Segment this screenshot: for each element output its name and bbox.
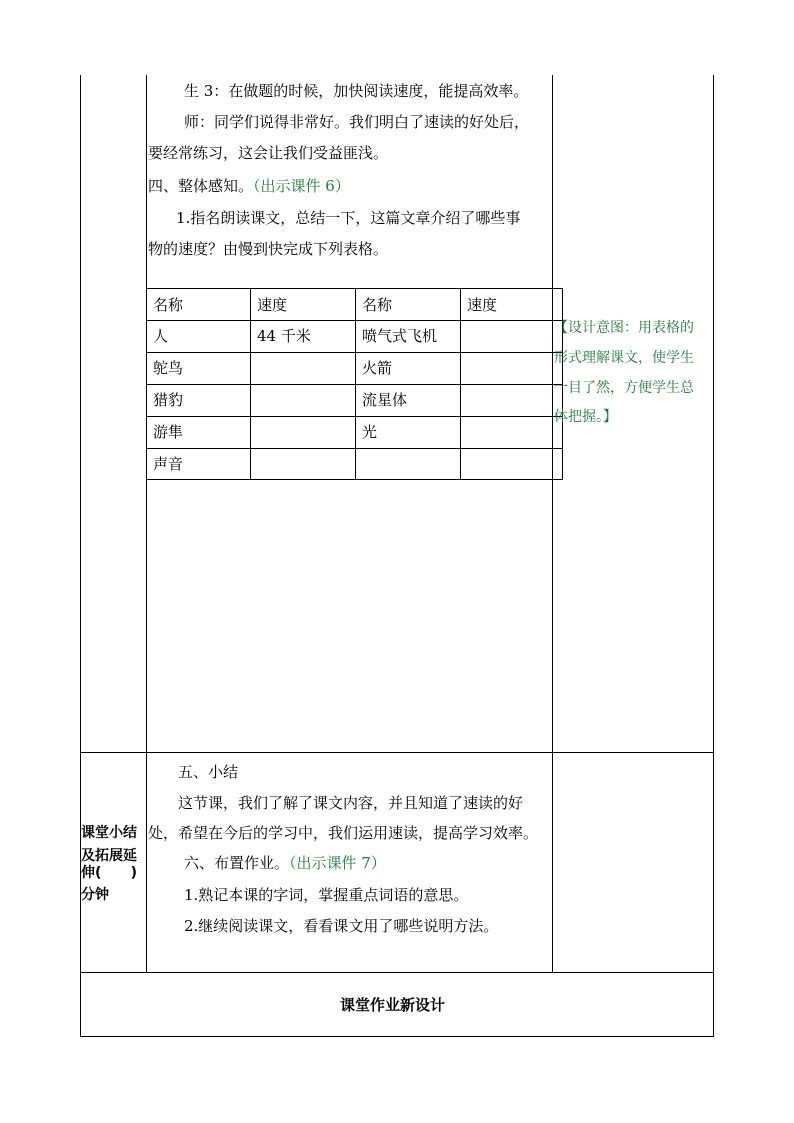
homework-item-2: 2.继续阅读课文，看看课文用了哪些说明方法。: [184, 917, 499, 935]
section-label-line: 课堂小结: [81, 825, 137, 841]
text-line-teacher: 师：同学们说得非常好。我们明白了速读的好处后，: [184, 113, 530, 131]
homework-item-1: 1.熟记本课的字词，掌握重点词语的意思。: [184, 886, 469, 904]
table-cell: 流星体: [362, 391, 408, 409]
table-header-name-1: 名称: [153, 296, 184, 314]
row-divider-2: [80, 972, 714, 973]
table-header-speed-2: 速度: [467, 296, 498, 314]
design-intent-line: 一目了然，方便学生总: [554, 380, 694, 396]
design-intent-line: 形式理解课文，使学生: [554, 350, 694, 366]
speed-table-border: [355, 288, 356, 480]
table-cell: 喷气式飞机: [362, 327, 438, 345]
text-line-student3: 生 3：在做题的时候，加快阅读速度，能提高效率。: [184, 82, 529, 100]
courseware-note-6: （出示课件 6）: [253, 177, 350, 195]
outer-border-right: [713, 75, 714, 1037]
table-cell: 猎豹: [153, 391, 184, 409]
courseware-note-7: （出示课件 7）: [289, 854, 386, 872]
footer-title: 课堂作业新设计: [340, 996, 446, 1014]
table-cell: 鸵鸟: [153, 359, 184, 377]
text-line-task1-cont: 物的速度？由慢到快完成下列表格。: [148, 240, 389, 258]
design-intent-line: 【设计意图：用表格的: [554, 320, 694, 336]
row-divider-1: [80, 752, 714, 753]
column-divider-1: [146, 75, 147, 972]
text-line-summary: 这节课，我们了解了课文内容，并且知道了速读的好: [178, 794, 524, 812]
table-cell: 人: [153, 327, 169, 345]
outer-border-bottom: [80, 1036, 714, 1037]
heading-summary: 五、小结: [178, 763, 239, 781]
column-divider-2: [552, 75, 553, 972]
speed-table-border: [460, 288, 461, 480]
heading-text: 四、整体感知。: [148, 177, 254, 195]
text-line-teacher-cont: 要经常练习，这会让我们受益匪浅。: [148, 144, 389, 162]
table-header-speed-1: 速度: [257, 296, 288, 314]
speed-table-border: [250, 288, 251, 480]
section-label-line: 及拓展延: [81, 848, 137, 864]
table-cell: 火箭: [362, 359, 393, 377]
design-intent-line: 体把握。】: [554, 409, 617, 425]
section-label-line: 分钟: [81, 887, 109, 903]
table-cell: 光: [362, 423, 378, 441]
heading-overall-perception: [148, 176, 350, 196]
table-cell: 游隼: [153, 423, 184, 441]
heading-homework: [184, 853, 386, 873]
text-line-task1: 1.指名朗读课文，总结一下，这篇文章介绍了哪些事: [176, 209, 521, 227]
table-cell: 44 千米: [257, 327, 311, 345]
section-label-line: 伸( ): [81, 865, 138, 881]
homework-heading-text: 六、布置作业。: [184, 854, 290, 872]
table-header-name-2: 名称: [362, 296, 393, 314]
text-line-summary-cont: 处，希望在今后的学习中，我们运用速读，提高学习效率。: [148, 824, 539, 842]
table-cell: 声音: [153, 455, 184, 473]
